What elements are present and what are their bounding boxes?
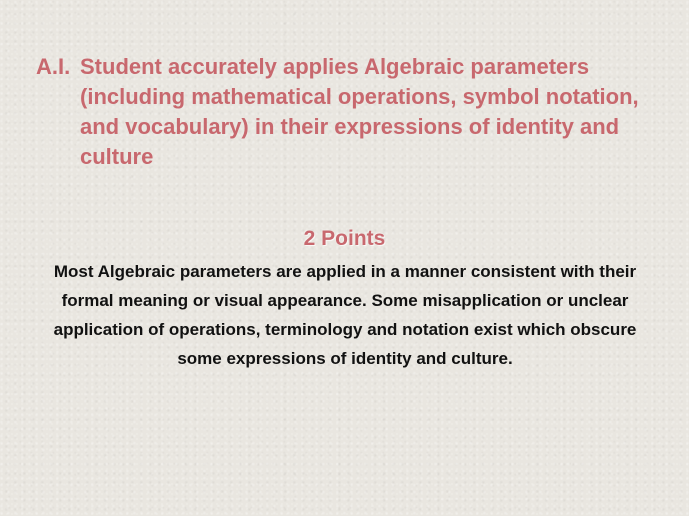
points-label: 2 Points <box>303 227 386 250</box>
criterion-text: Student accurately applies Algebraic parameters (including mathematical operations, symbol notation, and vocabulary) in their expressions of identity and culture <box>80 54 639 169</box>
criterion-heading <box>36 52 656 172</box>
description-text: Most Algebraic parameters are applied in a manner consistent with their formal meaning or visual appearance. Some misapplication or unclear application of operations, terminology and notation exist which obscure some expressions of identity and culture. <box>53 262 637 368</box>
criterion-code: A.I. <box>36 54 71 79</box>
